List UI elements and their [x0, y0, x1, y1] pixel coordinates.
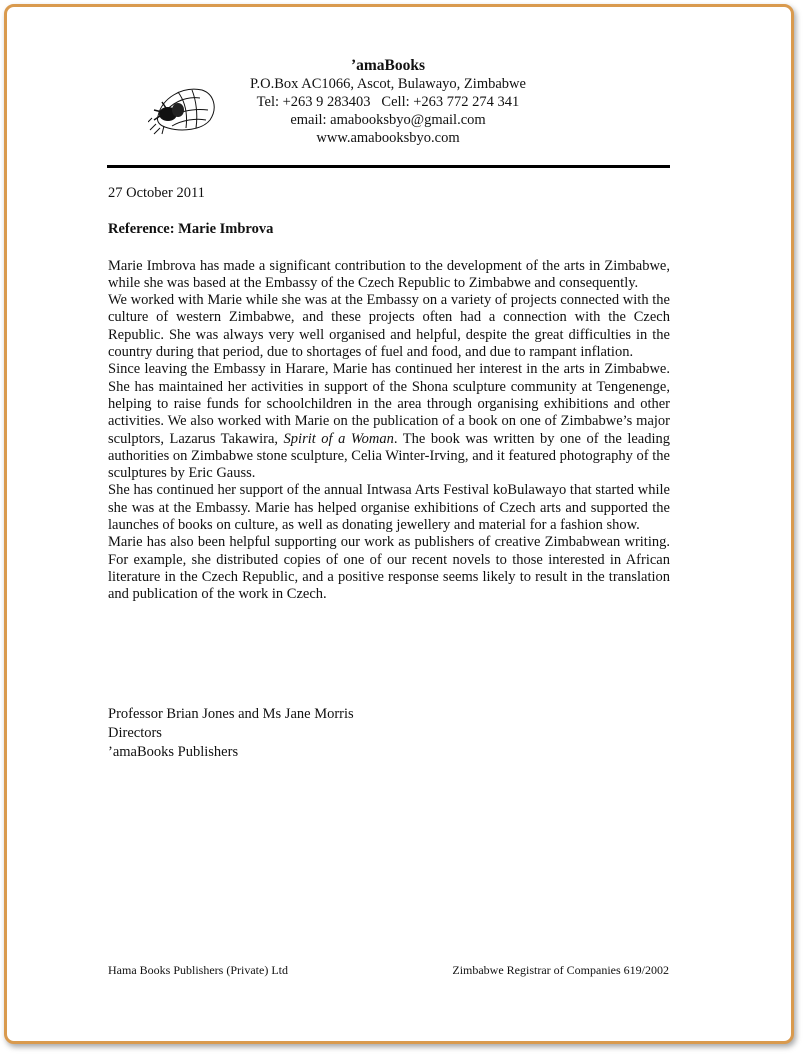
paragraph-4: She has continued her support of the annual Intwasa Arts Festival koBulawayo that started while she was at the Embassy. Marie has helped organise exhibitions of Czech arts and supported the launches of books on culture, as well as donating jewellery and material for a fashion show. — [108, 482, 670, 534]
signatory-company: ’amaBooks Publishers — [108, 744, 239, 760]
company-email: email: amabooksbyo@gmail.com — [290, 112, 486, 128]
signature-block — [108, 705, 354, 762]
footer-company: Hama Books Publishers (Private) Ltd — [108, 963, 288, 977]
company-name: ’amaBooks — [350, 57, 426, 74]
letter-date: 27 October 2011 — [108, 185, 205, 201]
company-phones: Tel: +263 9 283403 Cell: +263 772 274 341 — [256, 94, 520, 110]
paragraph-3 — [108, 361, 670, 482]
beetle-icon — [148, 78, 220, 136]
letterhead — [232, 57, 544, 147]
paragraph-2: We worked with Marie while she was at the Embassy on a variety of projects connected with the culture of western Zimbabwe, and these projects often had a connection with the Czech Republic. She was always very well organised and helpful, despite the great difficulties in the country during that period, due to shortages of fuel and food, and due to rampant inflation. — [108, 292, 670, 361]
paragraph-1: Marie Imbrova has made a significant contribution to the development of the arts in Zimbabwe, while she was based at the Embassy of the Czech Republic to Zimbabwe and consequently. — [108, 257, 670, 291]
paragraph-3-text-a: Since leaving the Embassy in Harare, Marie has continued her interest in the arts in Zimbabwe. She has maintained her activities in support of the Shona sculpture community at Tengenenge, helping to raise funds for schoolchildren in the area through organising exhibitions and other activities. We also worked with Marie on the publication of a book on one of Zimbabwe’s major sculptors, Lazarus Takawira, — [108, 361, 670, 447]
company-website: www.amabooksbyo.com — [316, 130, 460, 146]
signatory-role: Directors — [108, 725, 162, 741]
company-address: P.O.Box AC1066, Ascot, Bulawayo, Zimbabwe — [250, 76, 526, 92]
letter-body — [108, 185, 670, 604]
header-divider — [107, 165, 670, 168]
footer-registration: Zimbabwe Registrar of Companies 619/2002 — [452, 963, 669, 977]
book-title: Spirit of a Woman — [283, 430, 394, 447]
signatory-names: Professor Brian Jones and Ms Jane Morris — [108, 706, 354, 722]
letter-reference: Reference: Marie Imbrova — [108, 221, 274, 238]
paragraph-5: Marie has also been helpful supporting our work as publishers of creative Zimbabwean writing. For example, she distributed copies of one of our recent novels to those interested in African literature in the Czech Republic, and a positive response seems likely to result in the translation and publication of the work in Czech. — [108, 534, 670, 603]
paragraph-3-text-b: . The book was written by one of the leading authorities on Zimbabwe stone sculpture, Celia Winter-Irving, and it featured photography of the sculptures by Eric Gauss. — [108, 430, 671, 482]
